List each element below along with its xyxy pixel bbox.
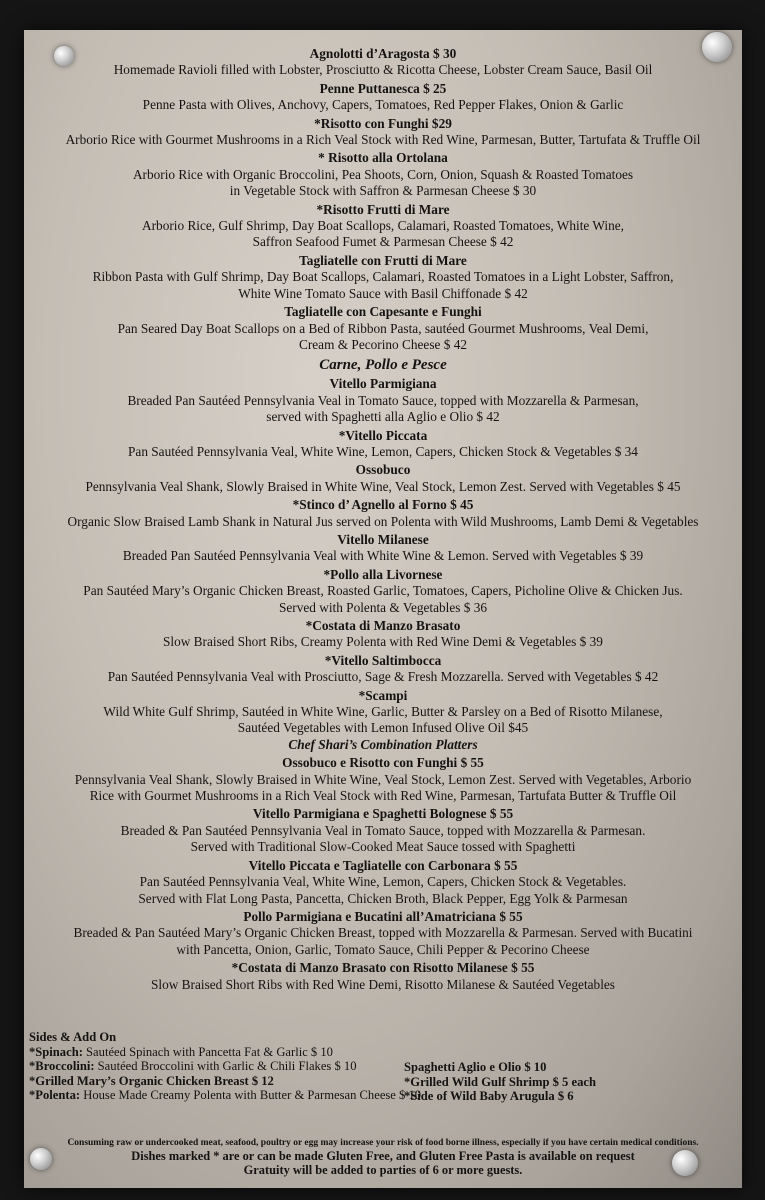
dish-description: Cream & Pecorino Cheese $ 42: [298, 336, 468, 352]
side-name: Spaghetti Aglio e Olio $ 10: [404, 1060, 547, 1074]
dish-title: Vitello Piccata e Tagliatelle con Carbonara $ 55: [248, 857, 518, 873]
dish-description: Served with Flat Long Pasta, Pancetta, Chicken Broth, Black Pepper, Egg Yolk & Parmesan: [138, 890, 628, 906]
side-name: *Spinach:: [29, 1044, 83, 1059]
side-item: [29, 1074, 449, 1089]
dish-description: Homemade Ravioli filled with Lobster, Prosciutto & Ricotta Cheese, Lobster Cream Sauce, Basil Oil: [113, 62, 653, 78]
dish-description: Penne Pasta with Olives, Anchovy, Capers, Tomatoes, Red Pepper Flakes, Onion & Garlic: [142, 97, 624, 113]
menu-content: [24, 44, 742, 993]
dish-title: *Vitello Piccata: [338, 427, 428, 443]
dish-title: Pollo Parmigiana e Bucatini all’Amatriciana $ 55: [243, 908, 523, 924]
gratuity-note: Gratuity will be added to parties of 6 or more guests.: [243, 1163, 523, 1177]
dish-description: Breaded Pan Sautéed Pennsylvania Veal in Tomato Sauce, topped with Mozzarella & Parmesan,: [127, 392, 639, 408]
sides-right-column: [404, 1060, 734, 1104]
dish-description: Breaded & Pan Sautéed Mary’s Organic Chicken Breast, topped with Mozzarella & Parmesan. Served with Bucatini: [73, 925, 693, 941]
menu-item: [24, 428, 742, 461]
dish-title: *Costata di Manzo Brasato con Risotto Milanese $ 55: [231, 960, 535, 976]
menu-item: [24, 497, 742, 530]
dish-description: Pennsylvania Veal Shank, Slowly Braised in White Wine, Veal Stock, Lemon Zest. Served with Vegetables, Arborio: [74, 771, 692, 787]
side-name: *Grilled Mary’s Organic Chicken Breast $ 12: [29, 1073, 274, 1088]
dish-description: Pan Sautéed Pennsylvania Veal, White Wine, Lemon, Capers, Chicken Stock & Vegetables $ 34: [128, 443, 638, 459]
menu-item: [24, 688, 742, 737]
side-item: [29, 1045, 449, 1060]
dish-description: Sautéed Vegetables with Lemon Infused Olive Oil $45: [237, 720, 529, 736]
menu-item: [24, 462, 742, 495]
side-item: [404, 1060, 734, 1075]
menu-item: [24, 116, 742, 149]
dish-description: Pan Sautéed Pennsylvania Veal with Prosciutto, Sage & Fresh Mozzarella. Served with Vegetables $ 42: [107, 669, 659, 685]
dish-description: Arborio Rice with Organic Broccolini, Pea Shoots, Corn, Onion, Squash & Roasted Tomatoes: [132, 166, 634, 182]
menu-item: [24, 755, 742, 804]
menu-footer: [24, 1138, 742, 1177]
dish-description: served with Spaghetti alla Aglio e Olio $ 42: [266, 409, 500, 425]
menu-item: [24, 150, 742, 199]
side-item: [29, 1059, 449, 1074]
dish-description: Pan Sautéed Mary’s Organic Chicken Breast, Roasted Garlic, Tomatoes, Capers, Picholine Olive & Chicken Jus.: [83, 583, 683, 599]
menu-item: [24, 253, 742, 302]
dish-description: Arborio Rice with Gourmet Mushrooms in a Rich Veal Stock with Red Wine, Parmesan, Butter, Tartufata & Truffle Oil: [65, 132, 701, 148]
dish-description: White Wine Tomato Sauce with Basil Chiffonade $ 42: [238, 285, 528, 301]
menu-item: [24, 567, 742, 616]
dish-title: *Vitello Saltimbocca: [324, 652, 442, 668]
menu-item: [24, 618, 742, 651]
dish-title: *Pollo alla Livornese: [323, 566, 443, 582]
dish-title: Vitello Milanese: [337, 531, 429, 547]
food-warning: Consuming raw or undercooked meat, seafood, poultry or egg may increase your risk of food borne illness, especially if you have certain medical conditions.: [67, 1138, 699, 1148]
menu-item: [24, 909, 742, 958]
dish-title: Vitello Parmigiana e Spaghetti Bolognese $ 55: [252, 806, 514, 822]
dish-description: Slow Braised Short Ribs, Creamy Polenta with Red Wine Demi & Vegetables $ 39: [163, 634, 603, 650]
side-name: *Polenta:: [29, 1088, 81, 1103]
dish-title: Penne Puttanesca $ 25: [319, 80, 447, 96]
side-item: [29, 1088, 449, 1103]
dish-title: * Risotto alla Ortolana: [318, 150, 448, 166]
dish-title: *Risotto Frutti di Mare: [316, 201, 450, 217]
dish-title: Ossobuco e Risotto con Funghi $ 55: [282, 755, 484, 771]
dish-title: Tagliatelle con Frutti di Mare: [299, 252, 467, 268]
side-text: Sautéed Broccolini with Garlic & Chili Flakes $ 10: [94, 1059, 357, 1074]
menu-item: [24, 532, 742, 565]
side-name: *Broccolini:: [29, 1059, 95, 1074]
menu-item: [24, 858, 742, 907]
menu-item: [24, 376, 742, 425]
side-item: [404, 1089, 734, 1104]
dish-description: Saffron Seafood Fumet & Parmesan Cheese $ 42: [252, 234, 514, 250]
dish-description: with Pancetta, Onion, Garlic, Tomato Sauce, Chili Pepper & Pecorino Cheese: [176, 941, 590, 957]
menu-item: [24, 304, 742, 353]
menu-item: [24, 81, 742, 114]
sides-left-column: [29, 1030, 449, 1103]
gluten-free-note: Dishes marked * are or can be made Gluten Free, and Gluten Free Pasta is available on request: [131, 1149, 635, 1163]
dish-title: Vitello Parmigiana: [329, 376, 437, 392]
dish-description: Breaded Pan Sautéed Pennsylvania Veal with White Wine & Lemon. Served with Vegetables $ 39: [122, 548, 644, 564]
side-text: House Made Creamy Polenta with Butter & Parmesan Cheese $ 10: [80, 1088, 422, 1103]
dish-description: Wild White Gulf Shrimp, Sautéed in White Wine, Garlic, Butter & Parsley on a Bed of Risotto Milanese,: [103, 704, 663, 720]
menu-item: [24, 960, 742, 993]
dish-title: *Risotto con Funghi $29: [314, 115, 452, 131]
side-name: *Grilled Wild Gulf Shrimp $ 5 each: [404, 1074, 596, 1089]
dish-title: Agnolotti d’Aragosta $ 30: [309, 46, 457, 61]
dish-description: Rice with Gourmet Mushrooms in a Rich Veal Stock with Red Wine, Parmesan, Tartufata Butter & Truffle Oil: [89, 788, 677, 804]
combo-section-title: Chef Shari’s Combination Platters: [288, 736, 478, 752]
dish-description: Breaded & Pan Sautéed Pennsylvania Veal in Tomato Sauce, topped with Mozzarella & Parmesan.: [120, 822, 646, 838]
menu-item: [24, 806, 742, 855]
dish-description: Organic Slow Braised Lamb Shank in Natural Jus served on Polenta with Wild Mushrooms, Lamb Demi & Vegetables: [67, 513, 699, 529]
side-item: [404, 1075, 734, 1090]
dish-description: Pan Seared Day Boat Scallops on a Bed of Ribbon Pasta, sautéed Gourmet Mushrooms, Veal Demi,: [117, 320, 649, 336]
menu-item: [24, 653, 742, 686]
dish-title: *Stinco d’ Agnello al Forno $ 45: [292, 497, 474, 513]
dish-description: Arborio Rice, Gulf Shrimp, Day Boat Scallops, Calamari, Roasted Tomatoes, White Wine,: [142, 218, 624, 234]
dish-description: in Vegetable Stock with Saffron & Parmesan Cheese $ 30: [229, 183, 537, 199]
menu-sheet: [24, 30, 742, 1188]
dish-title: Ossobuco: [355, 462, 411, 478]
dish-description: Ribbon Pasta with Gulf Shrimp, Day Boat Scallops, Calamari, Roasted Tomatoes in a Light Lobster, Saffron,: [92, 269, 674, 285]
dish-description: Pennsylvania Veal Shank, Slowly Braised in White Wine, Veal Stock, Lemon Zest. Served with Vegetables $ 45: [85, 478, 681, 494]
menu-item: [24, 202, 742, 251]
dish-description: Pan Sautéed Pennsylvania Veal, White Wine, Lemon, Capers, Chicken Stock & Vegetables.: [139, 874, 627, 890]
dish-title: Tagliatelle con Capesante e Funghi: [284, 304, 482, 320]
side-name: *Side of Wild Baby Arugula $ 6: [404, 1089, 574, 1104]
dish-description: Slow Braised Short Ribs with Red Wine Demi, Risotto Milanese & Sautéed Vegetables: [151, 976, 615, 992]
dish-title: *Costata di Manzo Brasato: [305, 618, 461, 633]
section-title: Carne, Pollo e Pesce: [319, 357, 447, 374]
dish-description: Served with Traditional Slow-Cooked Meat Sauce tossed with Spaghetti: [190, 839, 576, 855]
menu-item: [24, 46, 742, 79]
sides-heading: Sides & Add On: [29, 1030, 117, 1044]
dish-description: Served with Polenta & Vegetables $ 36: [278, 599, 488, 615]
dish-title: *Scampi: [358, 687, 408, 703]
side-text: Sautéed Spinach with Pancetta Fat & Garlic $ 10: [82, 1044, 333, 1059]
